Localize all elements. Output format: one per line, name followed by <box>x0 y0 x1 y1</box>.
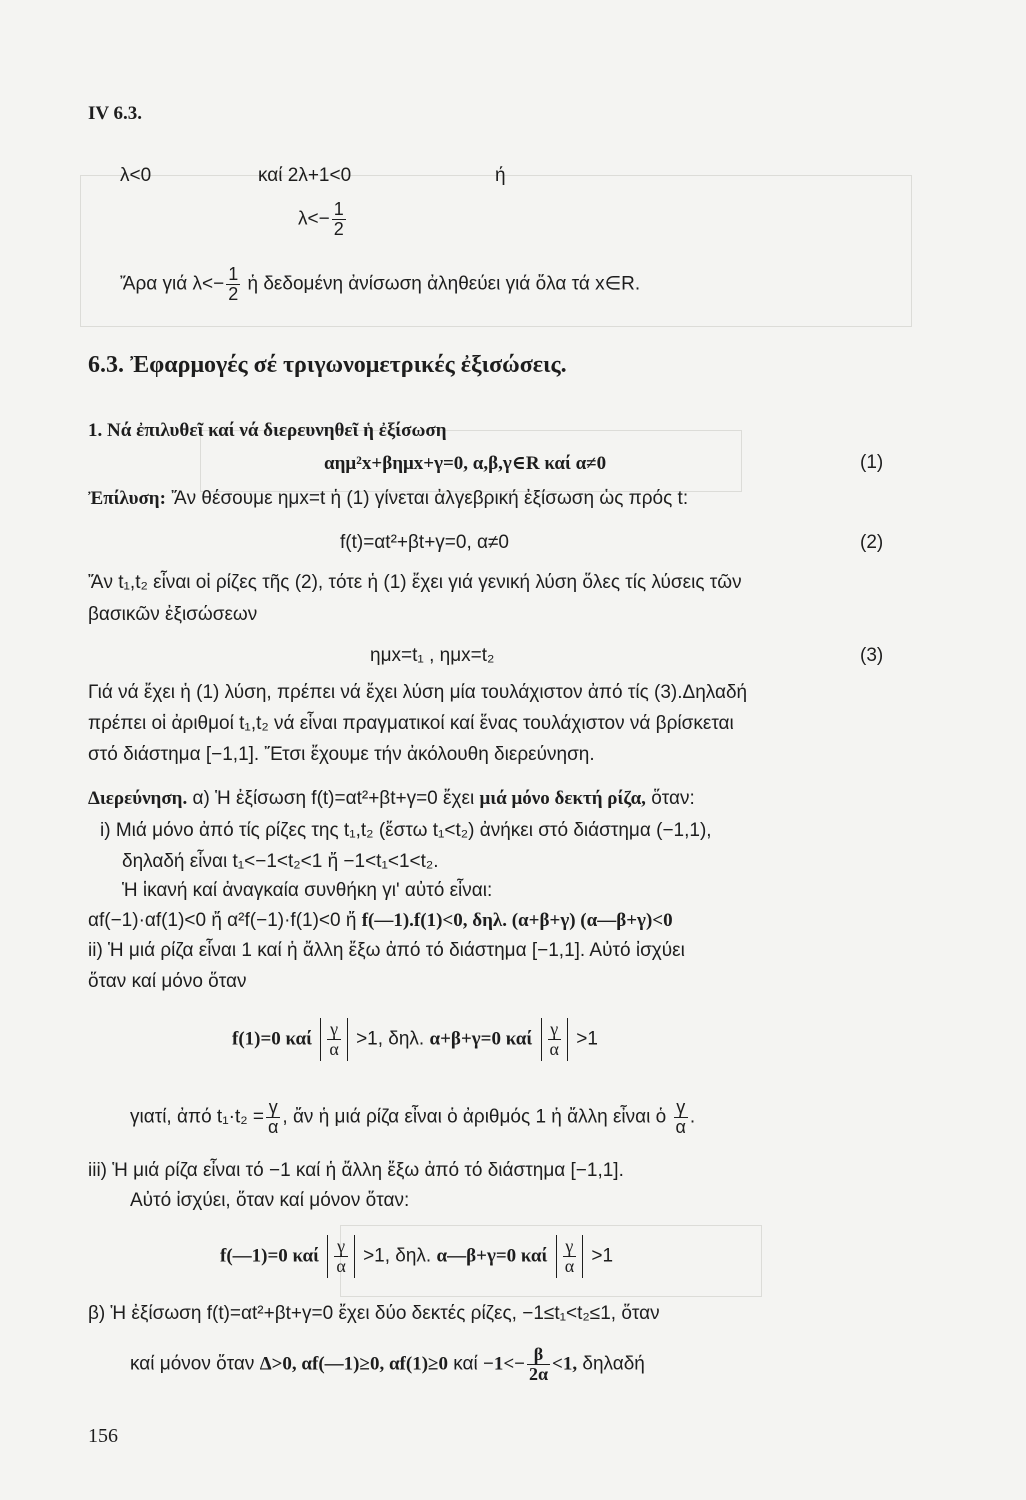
fraction-numerator: γ <box>337 1236 346 1256</box>
fraction-numerator: γ <box>330 1019 339 1039</box>
fraction-denominator: α <box>564 1255 575 1276</box>
inequality-lambda-half <box>298 200 348 239</box>
fraction-denominator: 2 <box>228 283 239 304</box>
abs-gamma-over-alpha <box>327 1235 354 1278</box>
solution-text-1: Ἄν θέσουμε ημx=t ἡ (1) γίνεται ἀλγεβρική ἐξίσωση ὡς πρός t: <box>171 488 689 509</box>
case-ii-sum: α+β+γ=0 καί <box>429 1028 533 1050</box>
solution-text-4: Γιά νά ἔχει ἡ (1) λύση, πρέπει νά ἔχει λύση μία τουλάχιστον ἀπό τίς (3).Δηλαδή <box>88 682 748 703</box>
case-i-line-1: i) Μιά μόνο ἀπό τίς ρίζες της t₁,t₂ (ἔστω t₁<t₂) ἀνήκει στό διάστημα (−1,1), <box>100 820 712 841</box>
section-title: 6.3. Ἐφαρμογές σέ τριγωνομετρικές ἐξισώσεις. <box>88 352 567 378</box>
case-i-condition: αf(−1)·αf(1)<0 ἤ α²f(−1)·f(1)<0 ἤ <box>88 910 357 931</box>
case-i-line-2: δηλαδή εἶναι t₁<−1<t₂<1 ἤ −1<t₁<1<t₂. <box>122 851 439 872</box>
case-iii-diff: α—β+γ=0 καί <box>436 1245 548 1267</box>
case-iii-gt1-end: >1 <box>591 1245 614 1267</box>
conclusion-text: ἡ δεδομένη ἀνίσωση ἀληθεύει γιά ὅλα τά x∈R. <box>247 273 641 295</box>
fraction-gamma-alpha <box>563 1237 576 1276</box>
page-number: 156 <box>88 1425 118 1447</box>
case-i-line-3: Ἡ ἱκανή καί ἀναγκαία συνθήκη γι' αὐτό εἶναι: <box>122 880 493 901</box>
fraction-one-half <box>332 200 346 239</box>
equation-number-2: (2) <box>860 532 884 553</box>
fraction-numerator: γ <box>550 1019 559 1039</box>
case-iii-line-1: iii) Ἡ μιά ρίζα εἶναι τό −1 καί ἡ ἄλλη ἔξω ἀπό τό διάστημα [−1,1]. <box>88 1160 624 1181</box>
conclusion-prefix: Ἄρα γιά λ<− <box>120 273 225 295</box>
discussion-label: Διερεύνηση. <box>88 788 188 809</box>
case-b-namely: δηλαδή <box>582 1353 645 1375</box>
equation-number-3: (3) <box>860 645 884 666</box>
fraction-denominator: 2α <box>528 1363 549 1384</box>
case-iii-gt1: >1, δηλ. <box>363 1245 432 1267</box>
solution-text-2: Ἄν t₁,t₂ εἶναι οἱ ρίζες τῆς (2), τότε ἡ (1) ἔχει γιά γενική λύση ὅλες τίς λύσεις τῶν <box>88 572 742 593</box>
show-through-box <box>80 175 912 327</box>
equation-2: f(t)=αt²+βt+γ=0, α≠0 <box>340 532 509 553</box>
discussion-a-tail: ὅταν: <box>651 788 695 809</box>
case-b-prefix: καί μόνον ὅταν <box>130 1353 255 1375</box>
section-reference: IV 6.3. <box>88 103 143 124</box>
equation-3: ημx=t₁ , ημx=t₂ <box>370 645 495 666</box>
why-middle: , ἄν ἡ μιά ρίζα εἶναι ὁ ἀριθμός 1 ἡ ἄλλη εἶναι ὁ <box>282 1106 667 1128</box>
fraction-numerator: γ <box>676 1097 686 1117</box>
case-b-bound-end: <1, <box>552 1353 578 1375</box>
case-b-line-2 <box>130 1345 645 1384</box>
equation-number-1: (1) <box>860 452 884 473</box>
fraction-numerator: γ <box>565 1236 574 1256</box>
problem-statement <box>88 420 447 442</box>
fraction-denominator: α <box>675 1116 686 1137</box>
abs-gamma-over-alpha <box>320 1018 347 1061</box>
fraction-denominator: α <box>267 1116 279 1137</box>
solution-line-1 <box>88 488 688 510</box>
case-iii-line-2: Αὐτό ἰσχύει, ὅταν καί μόνον ὅταν: <box>130 1190 410 1211</box>
case-i-line-4 <box>88 910 673 932</box>
fraction-gamma-alpha <box>334 1237 347 1276</box>
abs-gamma-over-alpha <box>556 1235 583 1278</box>
inequality-2lambda: καί 2λ+1<0 <box>258 165 352 186</box>
problem-number: 1. <box>88 420 103 441</box>
case-b-line-1: β) Ἡ ἐξίσωση f(t)=αt²+βt+γ=0 ἔχει δύο δεκτές ρίζες, −1≤t₁<t₂≤1, ὅταν <box>88 1303 660 1324</box>
inequality-lambda-negative: λ<0 <box>120 165 152 186</box>
solution-label: Ἐπίλυση: <box>88 488 166 509</box>
fraction-numerator: 1 <box>228 264 239 284</box>
fraction-denominator: α <box>329 1038 339 1059</box>
discussion-line-a <box>88 788 695 810</box>
fraction-gamma-alpha <box>266 1098 280 1137</box>
case-b-and: καί <box>453 1353 478 1375</box>
case-iii-formula <box>220 1235 613 1278</box>
case-b-conditions: Δ>0, αf(—1)≥0, αf(1)≥0 <box>259 1353 448 1375</box>
abs-gamma-over-alpha <box>541 1018 568 1061</box>
problem-text: Νά ἐπιλυθεῖ καί νά διερευνηθεῖ ἡ ἐξίσωση <box>107 420 447 441</box>
why-prefix: γιατί, ἀπό t₁·t₂ = <box>130 1106 264 1128</box>
solution-text-5: πρέπει οἱ ἀριθμοί t₁,t₂ νά εἶναι πραγματικοί καί ἕνας τουλάχιστον νά βρίσκεται <box>88 713 734 734</box>
case-ii-why <box>130 1098 695 1137</box>
inequality-lhs: λ<− <box>298 208 330 230</box>
conclusion-line <box>120 265 640 304</box>
case-ii-line-2: ὅταν καί μόνο ὅταν <box>88 971 247 992</box>
case-iii-f1: f(—1)=0 καί <box>220 1245 320 1267</box>
fraction-gamma-alpha <box>327 1020 340 1059</box>
case-ii-gt1-end: >1 <box>576 1028 598 1050</box>
fraction-numerator: β <box>533 1344 544 1364</box>
fraction-one-half <box>226 265 240 304</box>
fraction-gamma-alpha <box>674 1098 688 1137</box>
case-b-bound: −1<− <box>483 1353 525 1375</box>
conjunction-or: ή <box>495 165 506 186</box>
fraction-denominator: α <box>336 1255 346 1276</box>
why-end: . <box>689 1106 696 1128</box>
fraction-numerator: γ <box>268 1097 278 1117</box>
fraction-denominator: 2 <box>333 218 344 239</box>
case-ii-formula <box>232 1018 598 1061</box>
solution-text-6: στό διάστημα [−1,1]. Ἔτσι ἔχουμε τήν ἀκόλουθη διερεύνηση. <box>88 744 595 765</box>
case-i-condition-bold: f(—1).f(1)<0, δηλ. (α+β+γ) (α—β+γ)<0 <box>361 910 673 931</box>
fraction-denominator: α <box>549 1038 559 1059</box>
solution-text-3: βασικῶν ἐξισώσεων <box>88 604 258 625</box>
fraction-beta-2alpha <box>527 1345 550 1384</box>
case-ii-f1: f(1)=0 καί <box>232 1028 313 1050</box>
discussion-a-text: α) Ἡ ἐξίσωση f(t)=αt²+βt+γ=0 ἔχει <box>192 788 475 809</box>
fraction-numerator: 1 <box>333 199 344 219</box>
fraction-gamma-alpha <box>548 1020 561 1059</box>
discussion-a-bold: μιά μόνο δεκτή ρίζα, <box>479 788 646 809</box>
case-ii-line-1: ii) Ἡ μιά ρίζα εἶναι 1 καί ἡ ἄλλη ἔξω ἀπό τό διάστημα [−1,1]. Αὐτό ἰσχύει <box>88 940 685 961</box>
case-ii-gt1: >1, δηλ. <box>356 1028 425 1050</box>
main-equation: αημ²x+βημx+γ=0, α,β,γ∈R καί α≠0 <box>324 453 607 474</box>
